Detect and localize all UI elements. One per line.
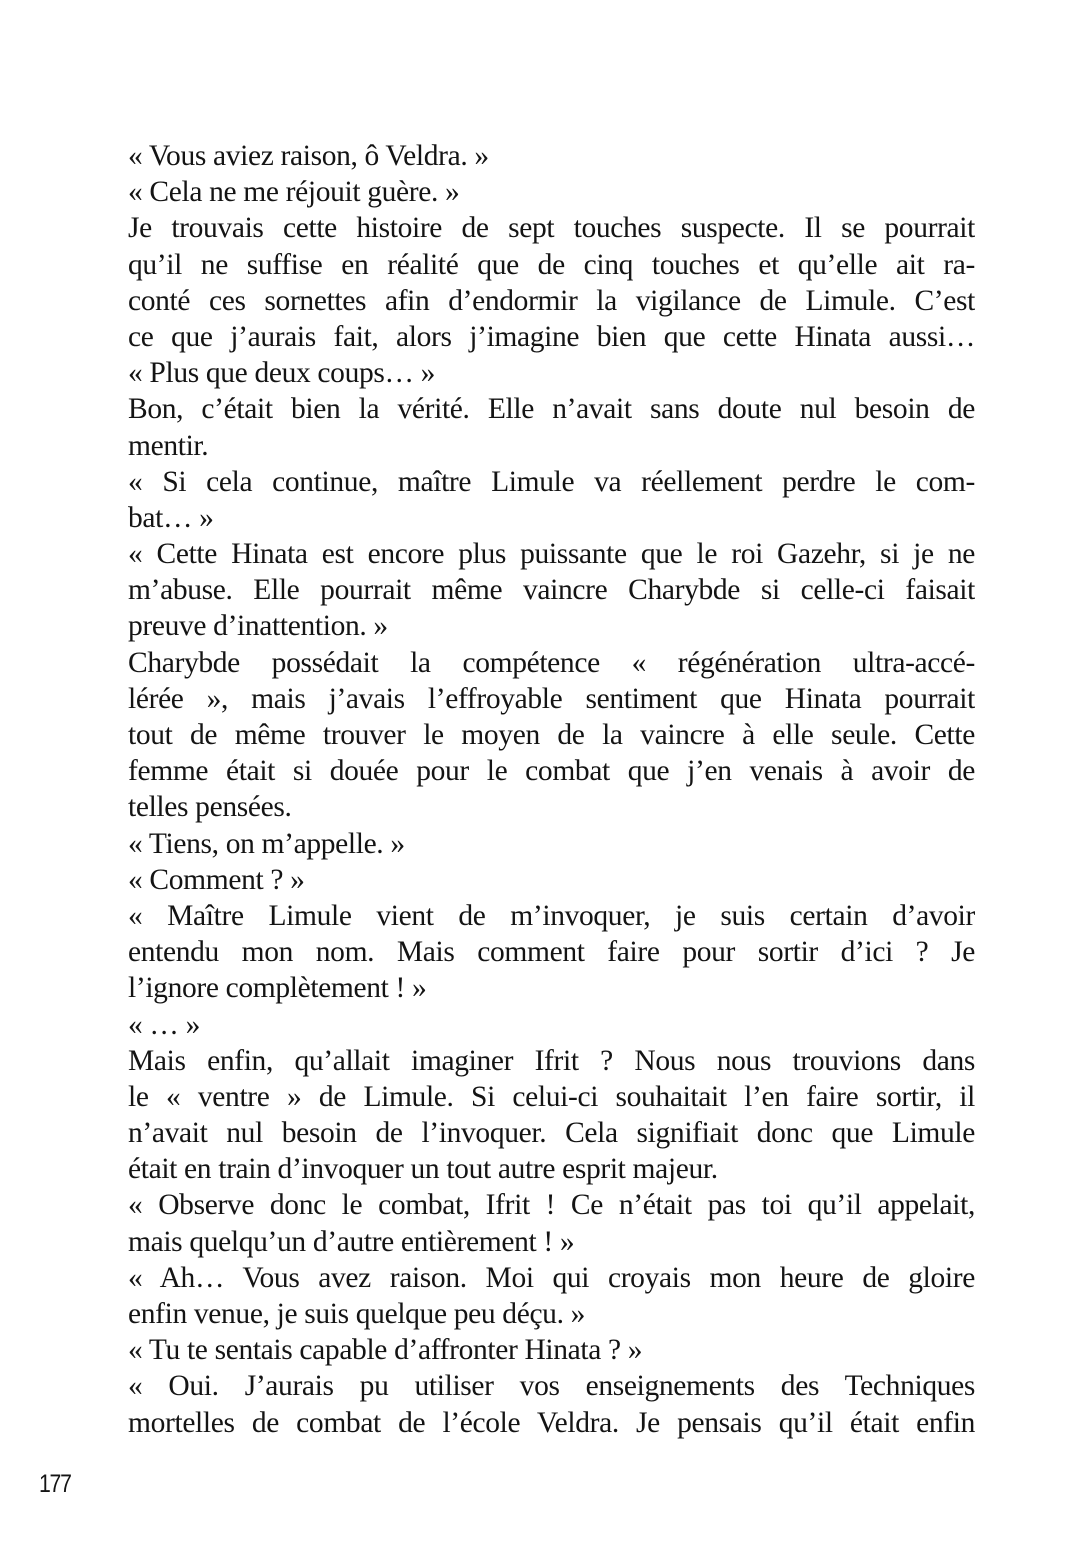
text-line: Mais enfin, qu’allait imaginer Ifrit ? Nous nous trouvions dans [128,1044,975,1077]
text-line: « Observe donc le combat, Ifrit ! Ce n’était pas toi qu’il appelait, [128,1189,975,1222]
text-line: m’abuse. Elle pourrait même vaincre Charybde si celle-ci faisait [128,574,975,607]
text-line: telles pensées. [128,791,292,824]
text-line: lérée », mais j’avais l’effroyable sentiment que Hinata pourrait [128,682,975,715]
text-line: l’ignore complètement ! » [128,972,427,1005]
text-line: bat… » [128,501,214,534]
text-line: « Cela ne me réjouit guère. » [128,176,460,209]
text-line: « Ah… Vous avez raison. Moi qui croyais mon heure de gloire [128,1261,975,1294]
text-line: « Vous aviez raison, ô Veldra. » [128,140,489,172]
text-line: mais quelqu’un d’autre entièrement ! » [128,1225,575,1258]
text-line: « Tu te sentais capable d’affronter Hinata ? » [128,1334,643,1367]
text-line: preuve d’inattention. » [128,610,388,643]
text-line: « Cette Hinata est encore plus puissante que le roi Gazehr, si je ne [128,538,975,571]
text-line: mentir. [128,429,209,462]
text-line: conté ces sornettes afin d’endormir la vigilance de Limule. C’est [128,284,975,317]
body-text [128,138,975,1441]
text-line: était en train d’invoquer un tout autre esprit majeur. [128,1153,718,1186]
text-line: n’avait nul besoin de l’invoquer. Cela signifiait donc que Limule [128,1117,975,1150]
text-line: Bon, c’était bien la vérité. Elle n’avait sans doute nul besoin de [128,393,975,426]
text-line: enfin venue, je suis quelque peu déçu. » [128,1298,586,1330]
text-line: « Tiens, on m’appelle. » [128,827,405,860]
text-line: femme était si douée pour le combat que j’en venais à avoir de [128,755,975,788]
text-line: mortelles de combat de l’école Veldra. Je pensais qu’il était enfin [128,1406,975,1439]
text-line: « Comment ? » [128,863,305,896]
text-line: le « ventre » de Limule. Si celui-ci souhaitait l’en faire sortir, il [128,1080,975,1113]
text-line: « Si cela continue, maître Limule va réellement perdre le com- [128,465,975,498]
text-line: qu’il ne suffise en réalité que de cinq touches et qu’elle ait ra- [128,248,975,281]
text-line: tout de même trouver le moyen de la vaincre à elle seule. Cette [128,719,975,751]
text-line: « Maître Limule vient de m’invoquer, je suis certain d’avoir [128,899,975,932]
text-line: « Plus que deux coups… » [128,357,436,390]
text-line: ce que j’aurais fait, alors j’imagine bien que cette Hinata aussi… [128,320,975,353]
text-line: Charybde possédait la compétence « régénération ultra-accé- [128,646,975,679]
text-line: « Oui. J’aurais pu utiliser vos enseignements des Techniques [128,1370,975,1403]
page-number: 177 [39,1470,71,1498]
text-line: entendu mon nom. Mais comment faire pour sortir d’ici ? Je [128,936,975,969]
text-line: « … » [128,1008,201,1041]
text-line: Je trouvais cette histoire de sept touches suspecte. Il se pourrait [128,212,975,245]
